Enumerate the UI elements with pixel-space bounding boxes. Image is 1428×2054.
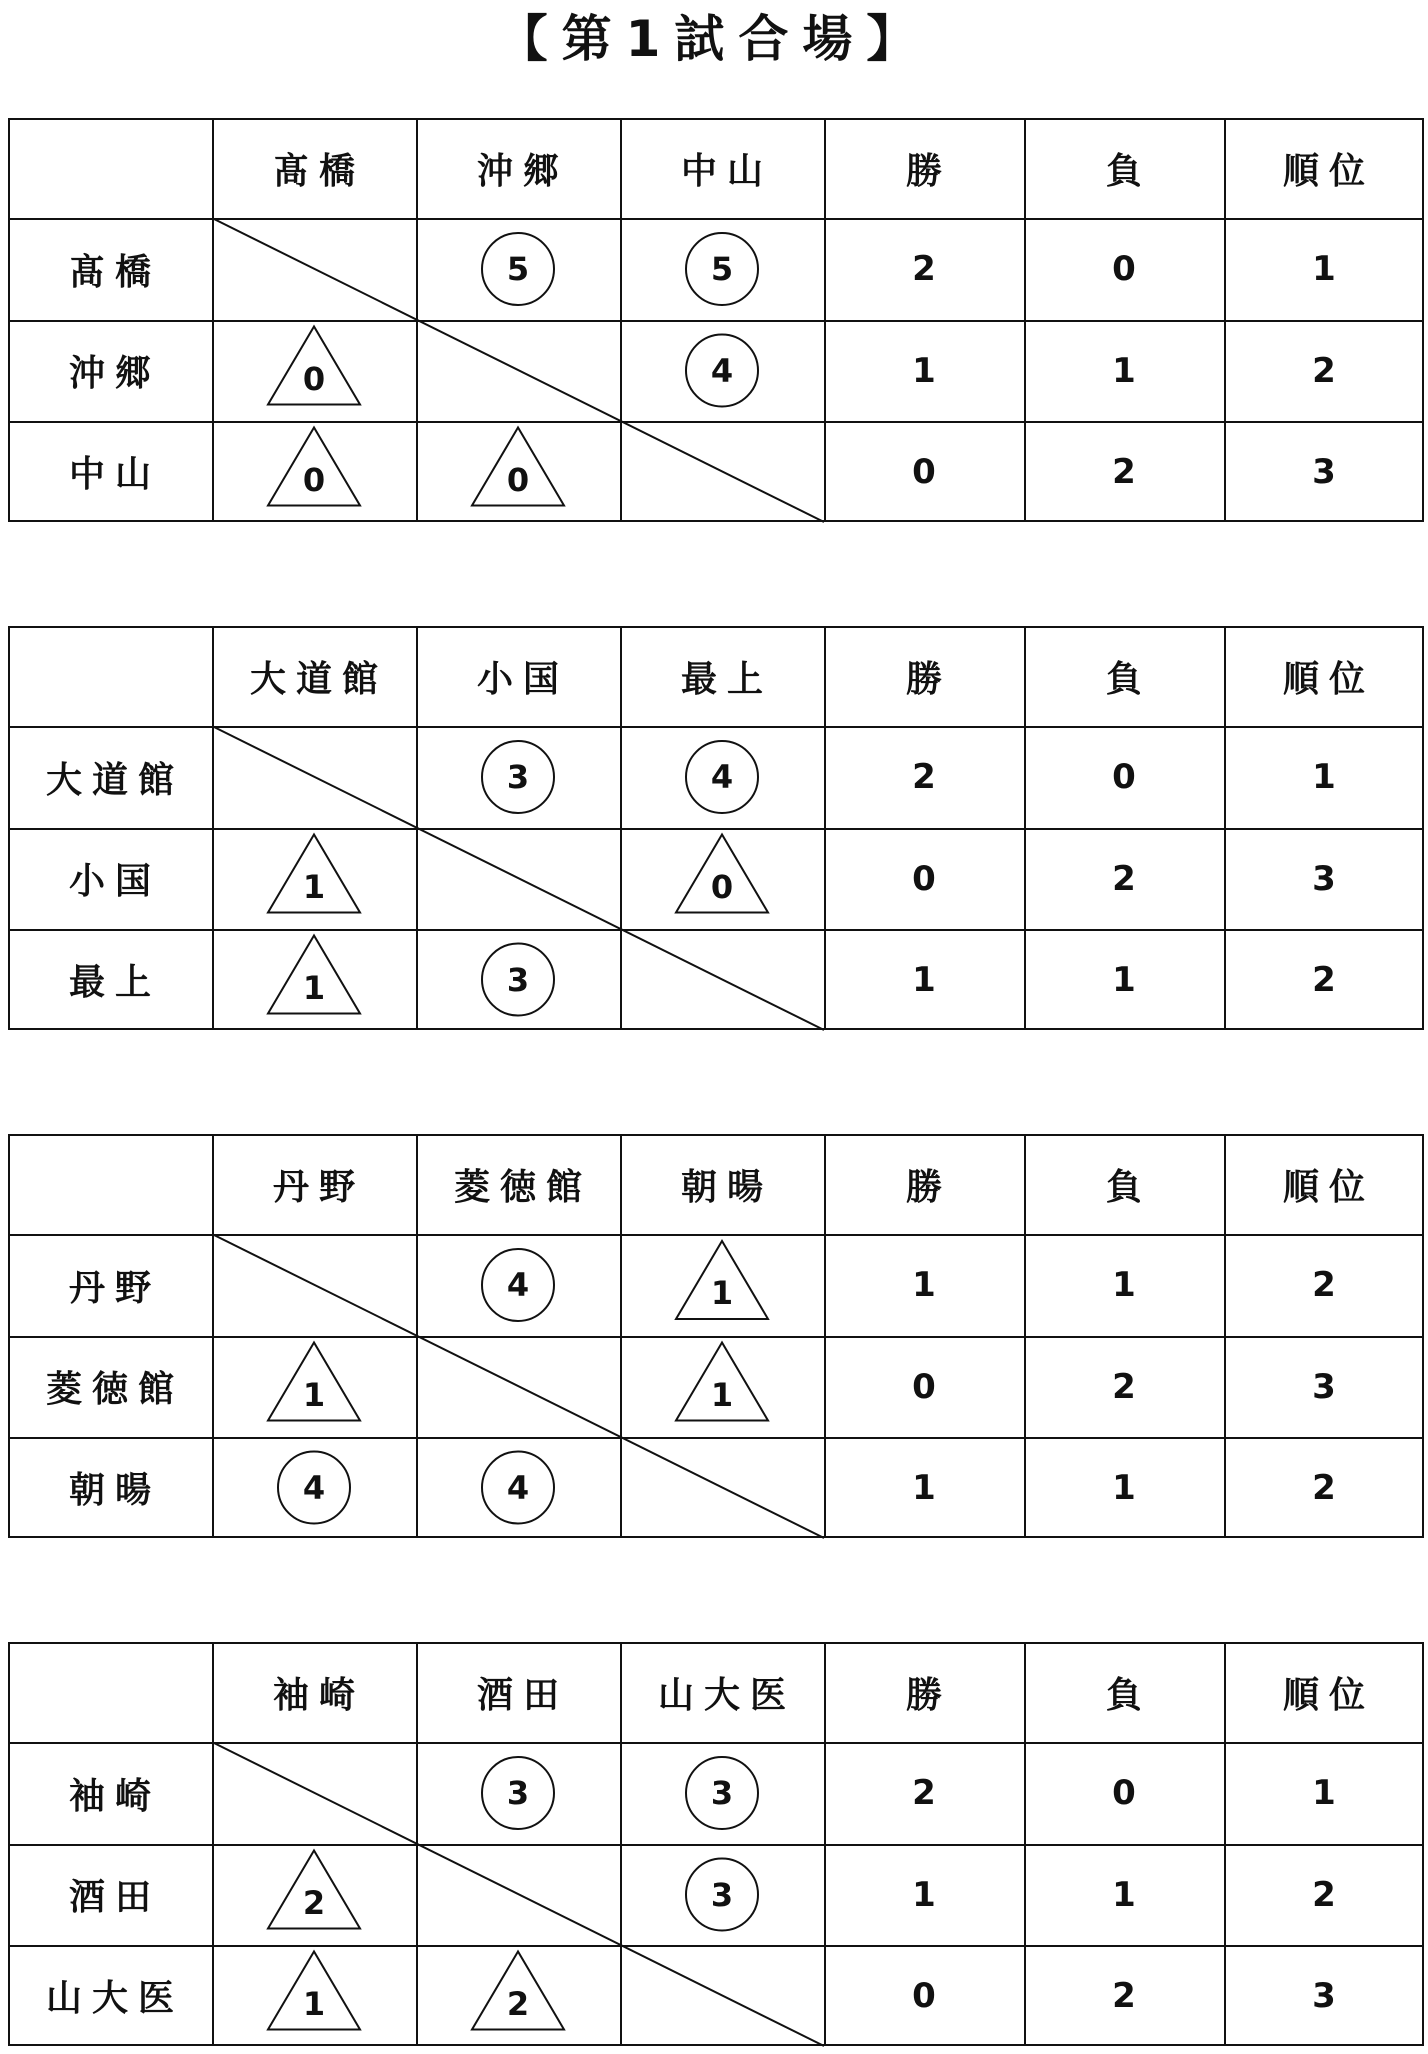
- match-score: 4: [506, 1468, 530, 1507]
- match-score: 0: [506, 460, 530, 499]
- col-header-team: 菱徳館: [453, 1166, 592, 1208]
- losses-value: 1: [1112, 1467, 1136, 1508]
- row-header-team: 丹野: [68, 1267, 161, 1309]
- wins-value: 1: [912, 1467, 936, 1508]
- match-score: 1: [302, 968, 326, 1007]
- losses-value: 0: [1112, 249, 1136, 289]
- match-score: 0: [302, 460, 326, 499]
- col-header-loss: 負: [1105, 1674, 1152, 1716]
- rank-value: 1: [1312, 1773, 1336, 1813]
- match-score: 1: [302, 1984, 326, 2023]
- wins-value: 0: [912, 451, 936, 492]
- col-header-team: 小国: [476, 658, 569, 700]
- match-score: 3: [506, 960, 530, 999]
- rank-value: 1: [1312, 249, 1336, 289]
- col-header-rank: 順位: [1282, 150, 1375, 192]
- match-score: 1: [302, 867, 326, 906]
- match-score: 4: [506, 1266, 530, 1304]
- wins-value: 1: [912, 1265, 936, 1305]
- row-header-team: 山大医: [45, 1978, 184, 2019]
- col-header-team: 中山: [680, 150, 773, 192]
- league-table-4: [8, 1642, 1426, 2048]
- page-title: 【第1試合場】: [497, 10, 931, 68]
- row-header-team: 大道館: [45, 759, 184, 801]
- col-header-team: 山大医: [657, 1674, 796, 1716]
- match-score: 4: [710, 758, 734, 796]
- row-header-team: 菱徳館: [45, 1369, 184, 1410]
- row-header-team: 酒田: [68, 1877, 161, 1918]
- league-table-2: [8, 626, 1426, 1032]
- rank-value: 3: [1312, 858, 1336, 899]
- match-score: 3: [710, 1875, 734, 1914]
- wins-value: 1: [912, 1874, 936, 1915]
- rank-value: 2: [1312, 1467, 1336, 1508]
- rank-value: 2: [1312, 1265, 1336, 1305]
- league-table-3: [8, 1134, 1426, 1540]
- rank-value: 1: [1312, 757, 1336, 797]
- row-header-team: 中山: [68, 454, 161, 495]
- col-header-win: 勝: [905, 1166, 952, 1208]
- match-score: 5: [710, 250, 734, 288]
- match-score: 1: [710, 1274, 734, 1312]
- row-header-team: 髙橋: [68, 251, 161, 293]
- col-header-team: 沖郷: [476, 150, 569, 192]
- losses-value: 2: [1112, 858, 1136, 899]
- wins-value: 2: [912, 757, 936, 797]
- losses-value: 1: [1112, 1265, 1136, 1305]
- col-header-loss: 負: [1105, 1166, 1152, 1208]
- col-header-rank: 順位: [1282, 658, 1375, 700]
- match-score: 4: [302, 1468, 326, 1507]
- col-header-team: 朝暘: [680, 1166, 773, 1208]
- league-table-1: [8, 118, 1426, 524]
- match-score: 0: [302, 359, 326, 398]
- match-score: 3: [710, 1774, 734, 1812]
- match-score: 4: [710, 351, 734, 390]
- match-score: 2: [506, 1984, 530, 2023]
- wins-value: 2: [912, 249, 936, 289]
- wins-value: 2: [912, 1773, 936, 1813]
- col-header-team: 最上: [680, 658, 773, 700]
- wins-value: 0: [912, 1975, 936, 2016]
- rank-value: 3: [1312, 1975, 1336, 2016]
- rank-value: 2: [1312, 350, 1336, 391]
- match-score: 5: [506, 250, 530, 288]
- col-header-rank: 順位: [1282, 1166, 1375, 1208]
- wins-value: 1: [912, 959, 936, 1000]
- col-header-win: 勝: [905, 1674, 952, 1716]
- match-score: 1: [302, 1375, 326, 1414]
- rank-value: 3: [1312, 451, 1336, 492]
- row-header-team: 小国: [68, 861, 161, 902]
- col-header-win: 勝: [905, 150, 952, 192]
- col-header-team: 酒田: [476, 1674, 569, 1716]
- match-score: 0: [710, 867, 734, 906]
- match-score: 1: [710, 1375, 734, 1414]
- losses-value: 0: [1112, 757, 1136, 797]
- col-header-loss: 負: [1105, 150, 1152, 192]
- losses-value: 2: [1112, 1366, 1136, 1407]
- losses-value: 2: [1112, 451, 1136, 492]
- losses-value: 1: [1112, 1874, 1136, 1915]
- losses-value: 1: [1112, 350, 1136, 391]
- col-header-team: 袖崎: [272, 1674, 365, 1716]
- row-header-team: 朝暘: [68, 1470, 161, 1511]
- col-header-loss: 負: [1105, 658, 1152, 700]
- losses-value: 1: [1112, 959, 1136, 1000]
- col-header-rank: 順位: [1282, 1674, 1375, 1716]
- losses-value: 0: [1112, 1773, 1136, 1813]
- col-header-win: 勝: [905, 658, 952, 700]
- row-header-team: 最上: [68, 962, 161, 1003]
- col-header-team: 髙橋: [272, 150, 365, 192]
- wins-value: 0: [912, 1366, 936, 1407]
- losses-value: 2: [1112, 1975, 1136, 2016]
- row-header-team: 沖郷: [68, 353, 161, 394]
- match-score: 3: [506, 1774, 530, 1812]
- rank-value: 2: [1312, 1874, 1336, 1915]
- match-score: 2: [302, 1883, 326, 1922]
- wins-value: 1: [912, 350, 936, 391]
- rank-value: 2: [1312, 959, 1336, 1000]
- rank-value: 3: [1312, 1366, 1336, 1407]
- match-score: 3: [506, 758, 530, 796]
- row-header-team: 袖崎: [68, 1775, 161, 1817]
- col-header-team: 大道館: [249, 658, 388, 700]
- wins-value: 0: [912, 858, 936, 899]
- col-header-team: 丹野: [272, 1166, 365, 1208]
